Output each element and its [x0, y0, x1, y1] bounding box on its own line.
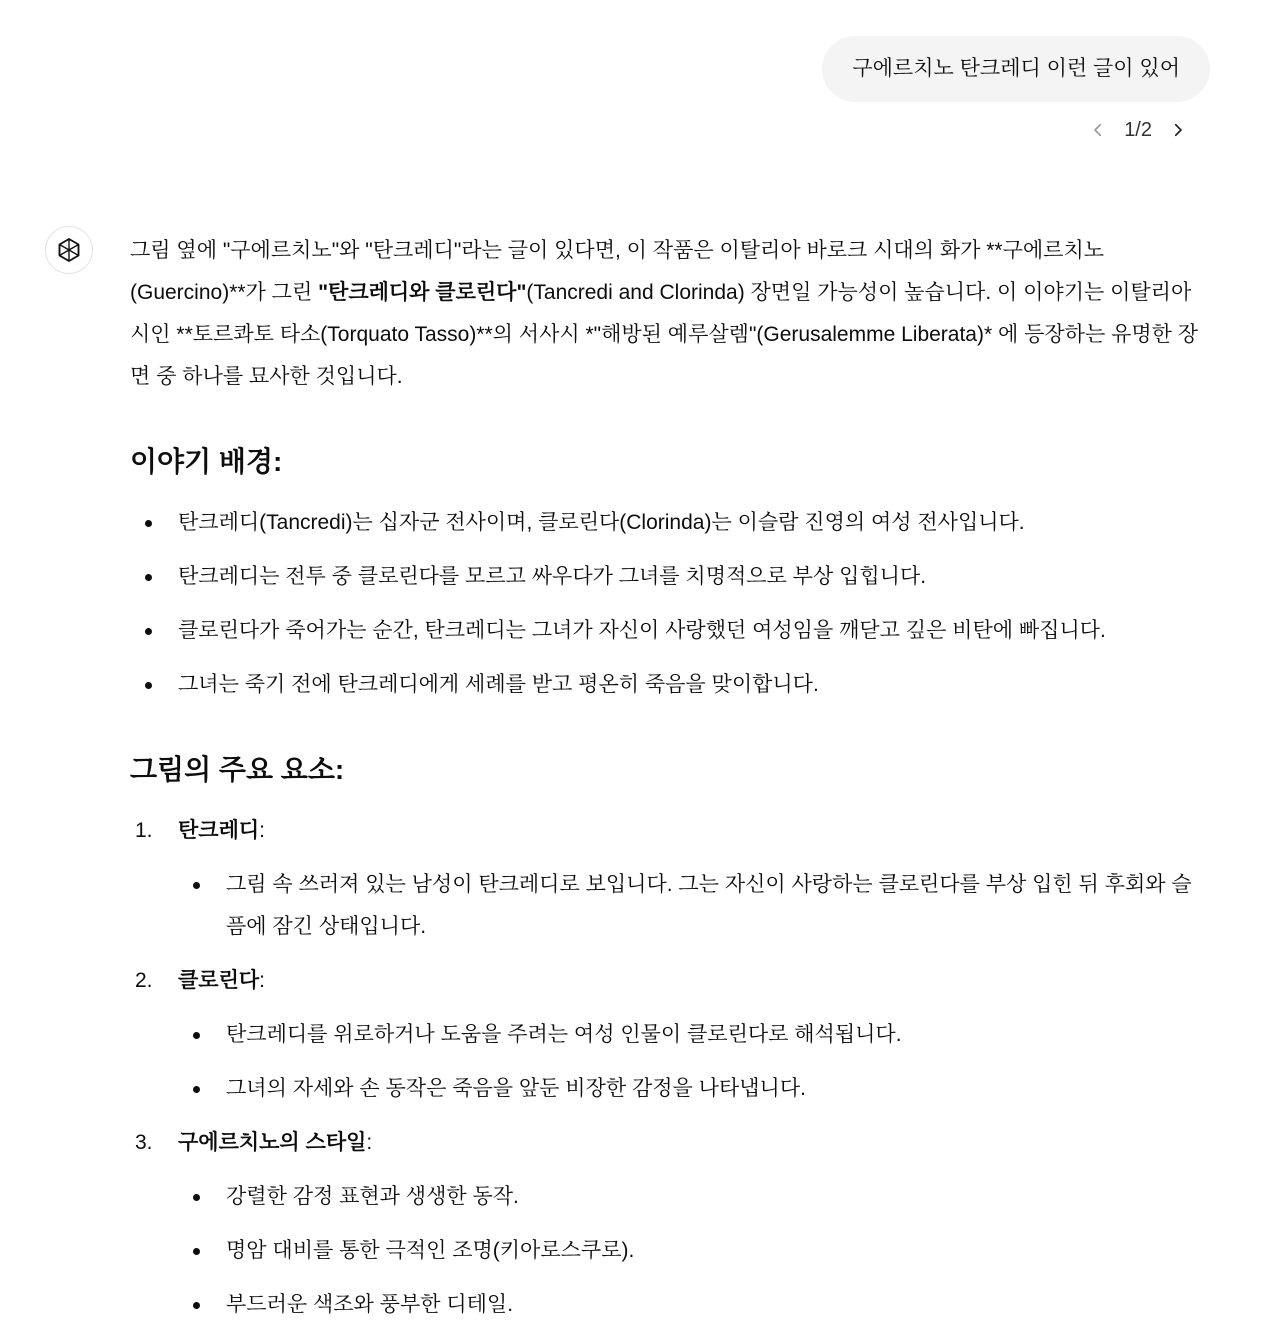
section-heading-background: 이야기 배경: [130, 446, 283, 477]
sub-list-item: 그녀의 자세와 손 동작은 죽음을 앞둔 비장한 감정을 나타냅니다. [178, 1068, 1210, 1110]
sub-list-item: 부드러운 색조와 풍부한 디테일. [178, 1284, 1210, 1326]
background-list [130, 502, 1210, 706]
next-response-button[interactable] [1166, 118, 1190, 142]
numbered-item [130, 810, 1210, 948]
item-number: 2. [135, 969, 153, 992]
intro-paragraph [130, 230, 1210, 398]
item-colon: : [259, 819, 265, 842]
openai-logo-icon [54, 235, 84, 265]
intro-bold-title: "탄크레디와 클로린다" [318, 281, 527, 304]
sub-list-item: 강렬한 감정 표현과 생생한 동작. [178, 1176, 1210, 1218]
response-pager [1086, 112, 1190, 148]
item-number: 3. [135, 1131, 153, 1154]
intro-text-2: (Tancredi and Clorinda) 장면일 가능성이 높습니다. 이 이야기는 이탈리아 시인 **토르콰토 타소(Torquato Tasso)**의 서사시 *"해방된 예루살렘"(Gerusalemme Liberata)* 에 등장하는 유명한 장면 중 하나를 묘사한 것입니다. [130, 281, 1199, 388]
list-item: 클로린다가 죽어가는 순간, 탄크레디는 그녀가 자신이 사랑했던 여성임을 깨닫고 깊은 비탄에 빠집니다. [130, 610, 1210, 652]
assistant-message [130, 230, 1210, 1338]
sub-list [178, 1176, 1210, 1326]
sub-list-item: 탄크레디를 위로하거나 도움을 주려는 여성 인물이 클로린다로 해석됩니다. [178, 1014, 1210, 1056]
list-item: 탄크레디(Tancredi)는 십자군 전사이며, 클로린다(Clorinda)는 이슬람 진영의 여성 전사입니다. [130, 502, 1210, 544]
sub-list [178, 1014, 1210, 1110]
item-title: 클로린다 [178, 969, 260, 992]
item-colon: : [259, 969, 265, 992]
sub-list-item: 명암 대비를 통한 극적인 조명(키아로스쿠로). [178, 1230, 1210, 1272]
sub-list [178, 864, 1210, 948]
sub-list-item: 그림 속 쓰러져 있는 남성이 탄크레디로 보입니다. 그는 자신이 사랑하는 클로린다를 부상 입힌 뒤 후회와 슬픔에 잠긴 상태입니다. [178, 864, 1210, 948]
chevron-right-icon [1169, 121, 1187, 139]
elements-list [130, 810, 1210, 1326]
user-message-row [822, 36, 1210, 102]
previous-response-button[interactable] [1086, 118, 1110, 142]
section-heading-elements: 그림의 주요 요소: [130, 754, 345, 785]
intro-text-1: 그림 옆에 "구에르치노"와 "탄크레디"라는 글이 있다면, 이 작품은 이탈리아 바로크 시대의 화가 **구에르치노(Guercino)**가 그린 [130, 239, 1105, 304]
numbered-item [130, 960, 1210, 1110]
chevron-left-icon [1089, 121, 1107, 139]
assistant-avatar [45, 226, 93, 274]
list-item: 탄크레디는 전투 중 클로린다를 모르고 싸우다가 그녀를 치명적으로 부상 입힙니다. [130, 556, 1210, 598]
pager-count: 1/2 [1124, 118, 1152, 141]
item-colon: : [366, 1131, 373, 1154]
list-item: 그녀는 죽기 전에 탄크레디에게 세례를 받고 평온히 죽음을 맞이합니다. [130, 664, 1210, 706]
item-number: 1. [135, 819, 153, 842]
item-title: 구에르치노의 스타일 [178, 1131, 367, 1154]
user-message-bubble: 구에르치노 탄크레디 이런 글이 있어 [822, 36, 1210, 102]
numbered-item [130, 1122, 1210, 1326]
item-title: 탄크레디 [178, 819, 260, 842]
